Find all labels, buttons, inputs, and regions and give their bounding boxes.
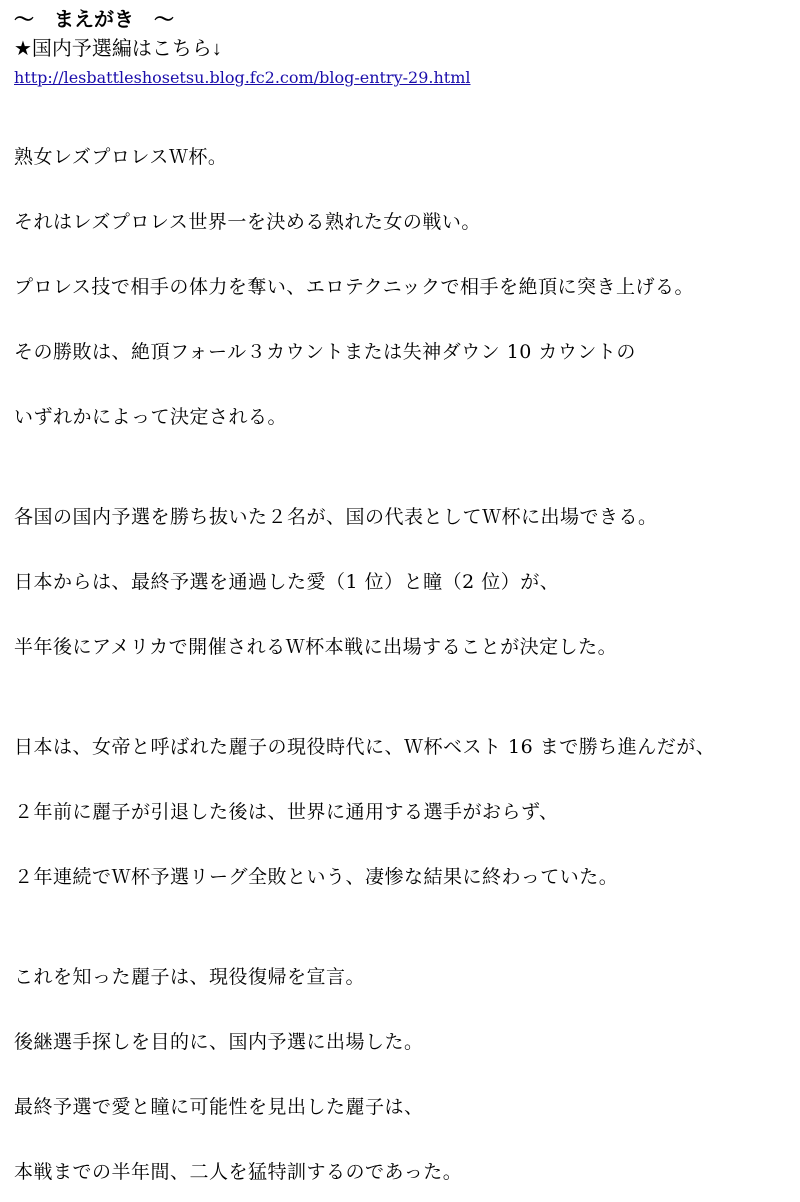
paragraph-line: プロレス技で相手の体力を奪い、エロテクニックで相手を絶頂に突き上げる。 (14, 276, 695, 298)
paragraph-line: 本戦までの半年間、二人を猛特訓するのであった。 (14, 1161, 463, 1183)
paragraph-line: いずれかによって決定される。 (14, 406, 288, 428)
page-title: ～ まえがき ～ (14, 9, 174, 31)
paragraph-line: これを知った麗子は、現役復帰を宣言。 (14, 966, 366, 988)
paragraph-line: ２年連続でＷ杯予選リーグ全敗という、凄惨な結果に終わっていた。 (14, 866, 619, 888)
paragraph-line: 半年後にアメリカで開催されるＷ杯本戦に出場することが決定した。 (14, 636, 618, 658)
paragraph-line: 日本は、女帝と呼ばれた麗子の現役時代に、Ｗ杯ベスト 16 まで勝ち進んだが、 (14, 736, 716, 758)
blog-entry-link[interactable]: http://lesbattleshosetsu.blog.fc2.com/blog-entry-29.html (14, 68, 471, 87)
paragraph-line: 最終予選で愛と瞳に可能性を見出した麗子は、 (14, 1096, 424, 1118)
subheading-link-intro: ★国内予選編はこちら↓ (14, 38, 222, 60)
paragraph-line: 熟女レズプロレスＷ杯。 (14, 146, 228, 168)
paragraph-line: それはレズプロレス世界一を決める熟れた女の戦い。 (14, 211, 481, 233)
paragraph-line: 各国の国内予選を勝ち抜いた２名が、国の代表としてＷ杯に出場できる。 (14, 506, 658, 528)
paragraph-line: ２年前に麗子が引退した後は、世界に通用する選手がおらず、 (14, 801, 559, 823)
header-block (14, 6, 471, 92)
paragraph-line: 日本からは、最終予選を通過した愛（1 位）と瞳（2 位）が、 (14, 571, 560, 593)
paragraph-line: 後継選手探しを目的に、国内予選に出場した。 (14, 1031, 424, 1053)
paragraph-line: その勝敗は、絶頂フォール３カウントまたは失神ダウン 10 カウントの (14, 341, 636, 363)
